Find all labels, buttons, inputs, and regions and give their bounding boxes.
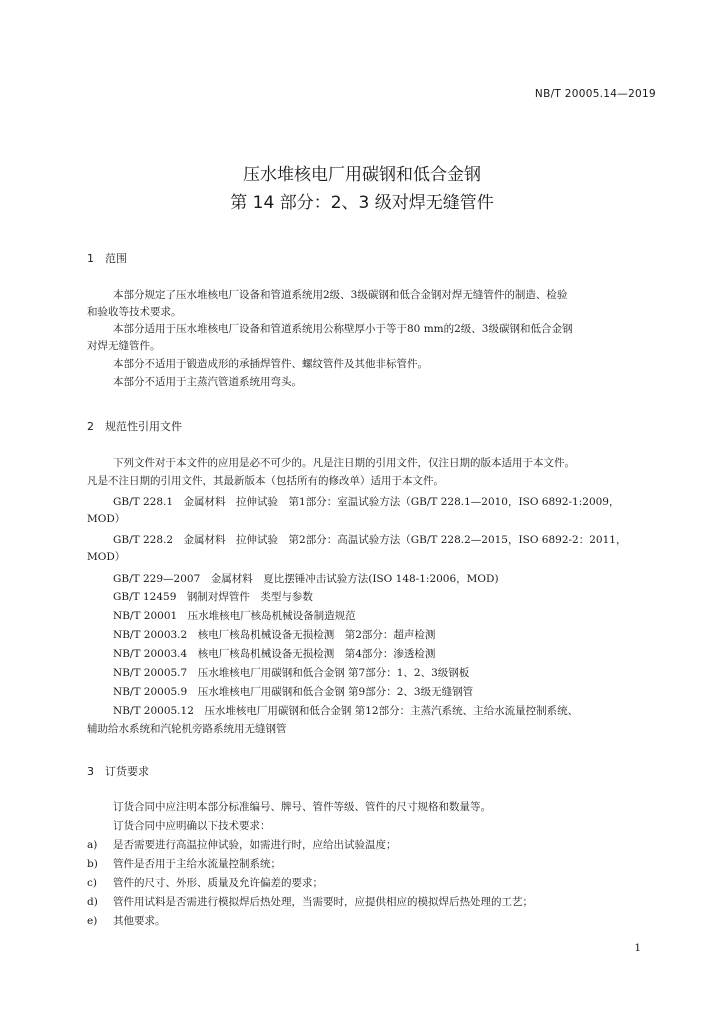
reference-title: 核电厂核岛机械设备无损检测 第2部分：超声检测: [197, 629, 436, 641]
reference-entry: [113, 627, 435, 642]
section-number: 3: [87, 765, 94, 778]
reference-code: GB/T 229—2007: [113, 573, 201, 585]
list-text: 其他要求。: [113, 915, 166, 927]
list-item: [87, 837, 397, 852]
list-label: e): [87, 915, 98, 927]
section-heading: [87, 763, 149, 779]
section-heading: [87, 250, 127, 266]
section-heading: [87, 418, 182, 434]
paragraph: 订货合同中应明确以下技术要求：: [113, 820, 271, 832]
list-item: [87, 856, 281, 871]
reference-entry: [113, 703, 578, 718]
page-number: 1: [634, 942, 641, 954]
paragraph: 订货合同中应注明本部分标准编号、牌号、管件等级、管件的尺寸规格和数量等。: [113, 801, 491, 813]
list-item: [87, 913, 166, 928]
list-label: d): [87, 896, 98, 908]
reference-code: NB/T 20003.2: [113, 629, 188, 641]
paragraph: 本部分不适用于主蒸汽管道系统用弯头。: [113, 376, 302, 388]
reference-code: GB/T 228.2: [113, 534, 174, 546]
section-title: 规范性引用文件: [105, 420, 182, 433]
list-label: a): [87, 839, 98, 851]
reference-code: GB/T 12459: [113, 591, 177, 603]
reference-entry: [113, 589, 313, 604]
reference-title: 钢制对焊管件 类型与参数: [186, 591, 313, 603]
reference-code: NB/T 20005.7: [113, 667, 188, 679]
paragraph: 本部分适用于压水堆核电厂设备和管道系统用公称壁厚小于等于80 mm的2级、3级碳钢和低合金钢: [113, 323, 573, 335]
reference-code: GB/T 228.1: [113, 496, 174, 508]
document-title: 压水堆核电厂用碳钢和低合金钢: [243, 165, 481, 185]
list-item: [87, 875, 323, 890]
paragraph-continuation: 和验收等技术要求。: [87, 306, 182, 318]
reference-title: 压水堆核电厂用碳钢和低合金钢 第12部分：主蒸汽系统、主给水流量控制系统、: [204, 705, 579, 717]
reference-entry: [113, 646, 435, 661]
reference-title: 核电厂核岛机械设备无损检测 第4部分：渗透检测: [197, 648, 436, 660]
reference-continuation: 辅助给水系统和汽轮机旁路系统用无缝钢管: [87, 723, 287, 735]
paragraph: 本部分不适用于锻造成形的承插焊管件、螺纹管件及其他非标管件。: [113, 358, 428, 370]
reference-title: 压水堆核电厂核岛机械设备制造规范: [187, 610, 356, 622]
list-text: 管件是否用于主给水流量控制系统；: [113, 858, 281, 870]
paragraph: 本部分规定了压水堆核电厂设备和管道系统用2级、3级碳钢和低合金钢对焊无缝管件的制造、检验: [113, 289, 568, 301]
reference-entry: [113, 494, 620, 509]
reference-entry: [113, 608, 356, 623]
list-item: [87, 894, 533, 909]
list-text: 管件的尺寸、外形、质量及允许偏差的要求；: [113, 877, 323, 889]
section-number: 1: [87, 252, 94, 265]
reference-entry: [113, 684, 473, 699]
reference-code: NB/T 20005.9: [113, 686, 188, 698]
section-number: 2: [87, 420, 94, 433]
reference-code: NB/T 20003.4: [113, 648, 188, 660]
list-label: b): [87, 858, 98, 870]
paragraph-continuation: 凡是不注日期的引用文件，其最新版本（包括所有的修改单）适用于本文件。: [87, 475, 444, 487]
list-label: c): [87, 877, 97, 889]
reference-code: NB/T 20005.12: [113, 705, 194, 717]
reference-continuation: MOD）: [87, 513, 126, 525]
reference-title: 金属材料 夏比摆锤冲击试验方法(ISO 148-1:2006，MOD): [210, 573, 499, 585]
section-title: 订货要求: [105, 765, 149, 778]
reference-title: 压水堆核电厂用碳钢和低合金钢 第9部分：2、3级无缝钢管: [197, 686, 474, 698]
reference-entry: [113, 571, 499, 586]
reference-title: 压水堆核电厂用碳钢和低合金钢 第7部分：1、2、3级钢板: [197, 667, 470, 679]
reference-entry: [113, 665, 469, 680]
list-text: 是否需要进行高温拉伸试验，如需进行时，应给出试验温度；: [113, 839, 397, 851]
paragraph-continuation: 对焊无缝管件。: [87, 340, 161, 352]
document-number: NB/T 20005.14—2019: [534, 88, 656, 100]
reference-title: 金属材料 拉伸试验 第1部分：室温试验方法（GB/T 228.1—2010，ISO 6892-1:2009，: [183, 496, 620, 508]
section-title: 范围: [105, 252, 127, 265]
document-subtitle: 第 14 部分：2、3 级对焊无缝管件: [230, 193, 494, 213]
reference-title: 金属材料 拉伸试验 第2部分：高温试验方法（GB/T 228.2—2015，ISO 6892-2：2011，: [183, 534, 627, 546]
paragraph: 下列文件对于本文件的应用是必不可少的。凡是注日期的引用文件，仅注日期的版本适用于本文件。: [113, 457, 575, 469]
reference-entry: [113, 532, 626, 547]
reference-code: NB/T 20001: [113, 610, 178, 622]
list-text: 管件用试料是否需进行模拟焊后热处理，当需要时，应提供相应的模拟焊后热处理的工艺；: [113, 896, 533, 908]
reference-continuation: MOD）: [87, 551, 126, 563]
